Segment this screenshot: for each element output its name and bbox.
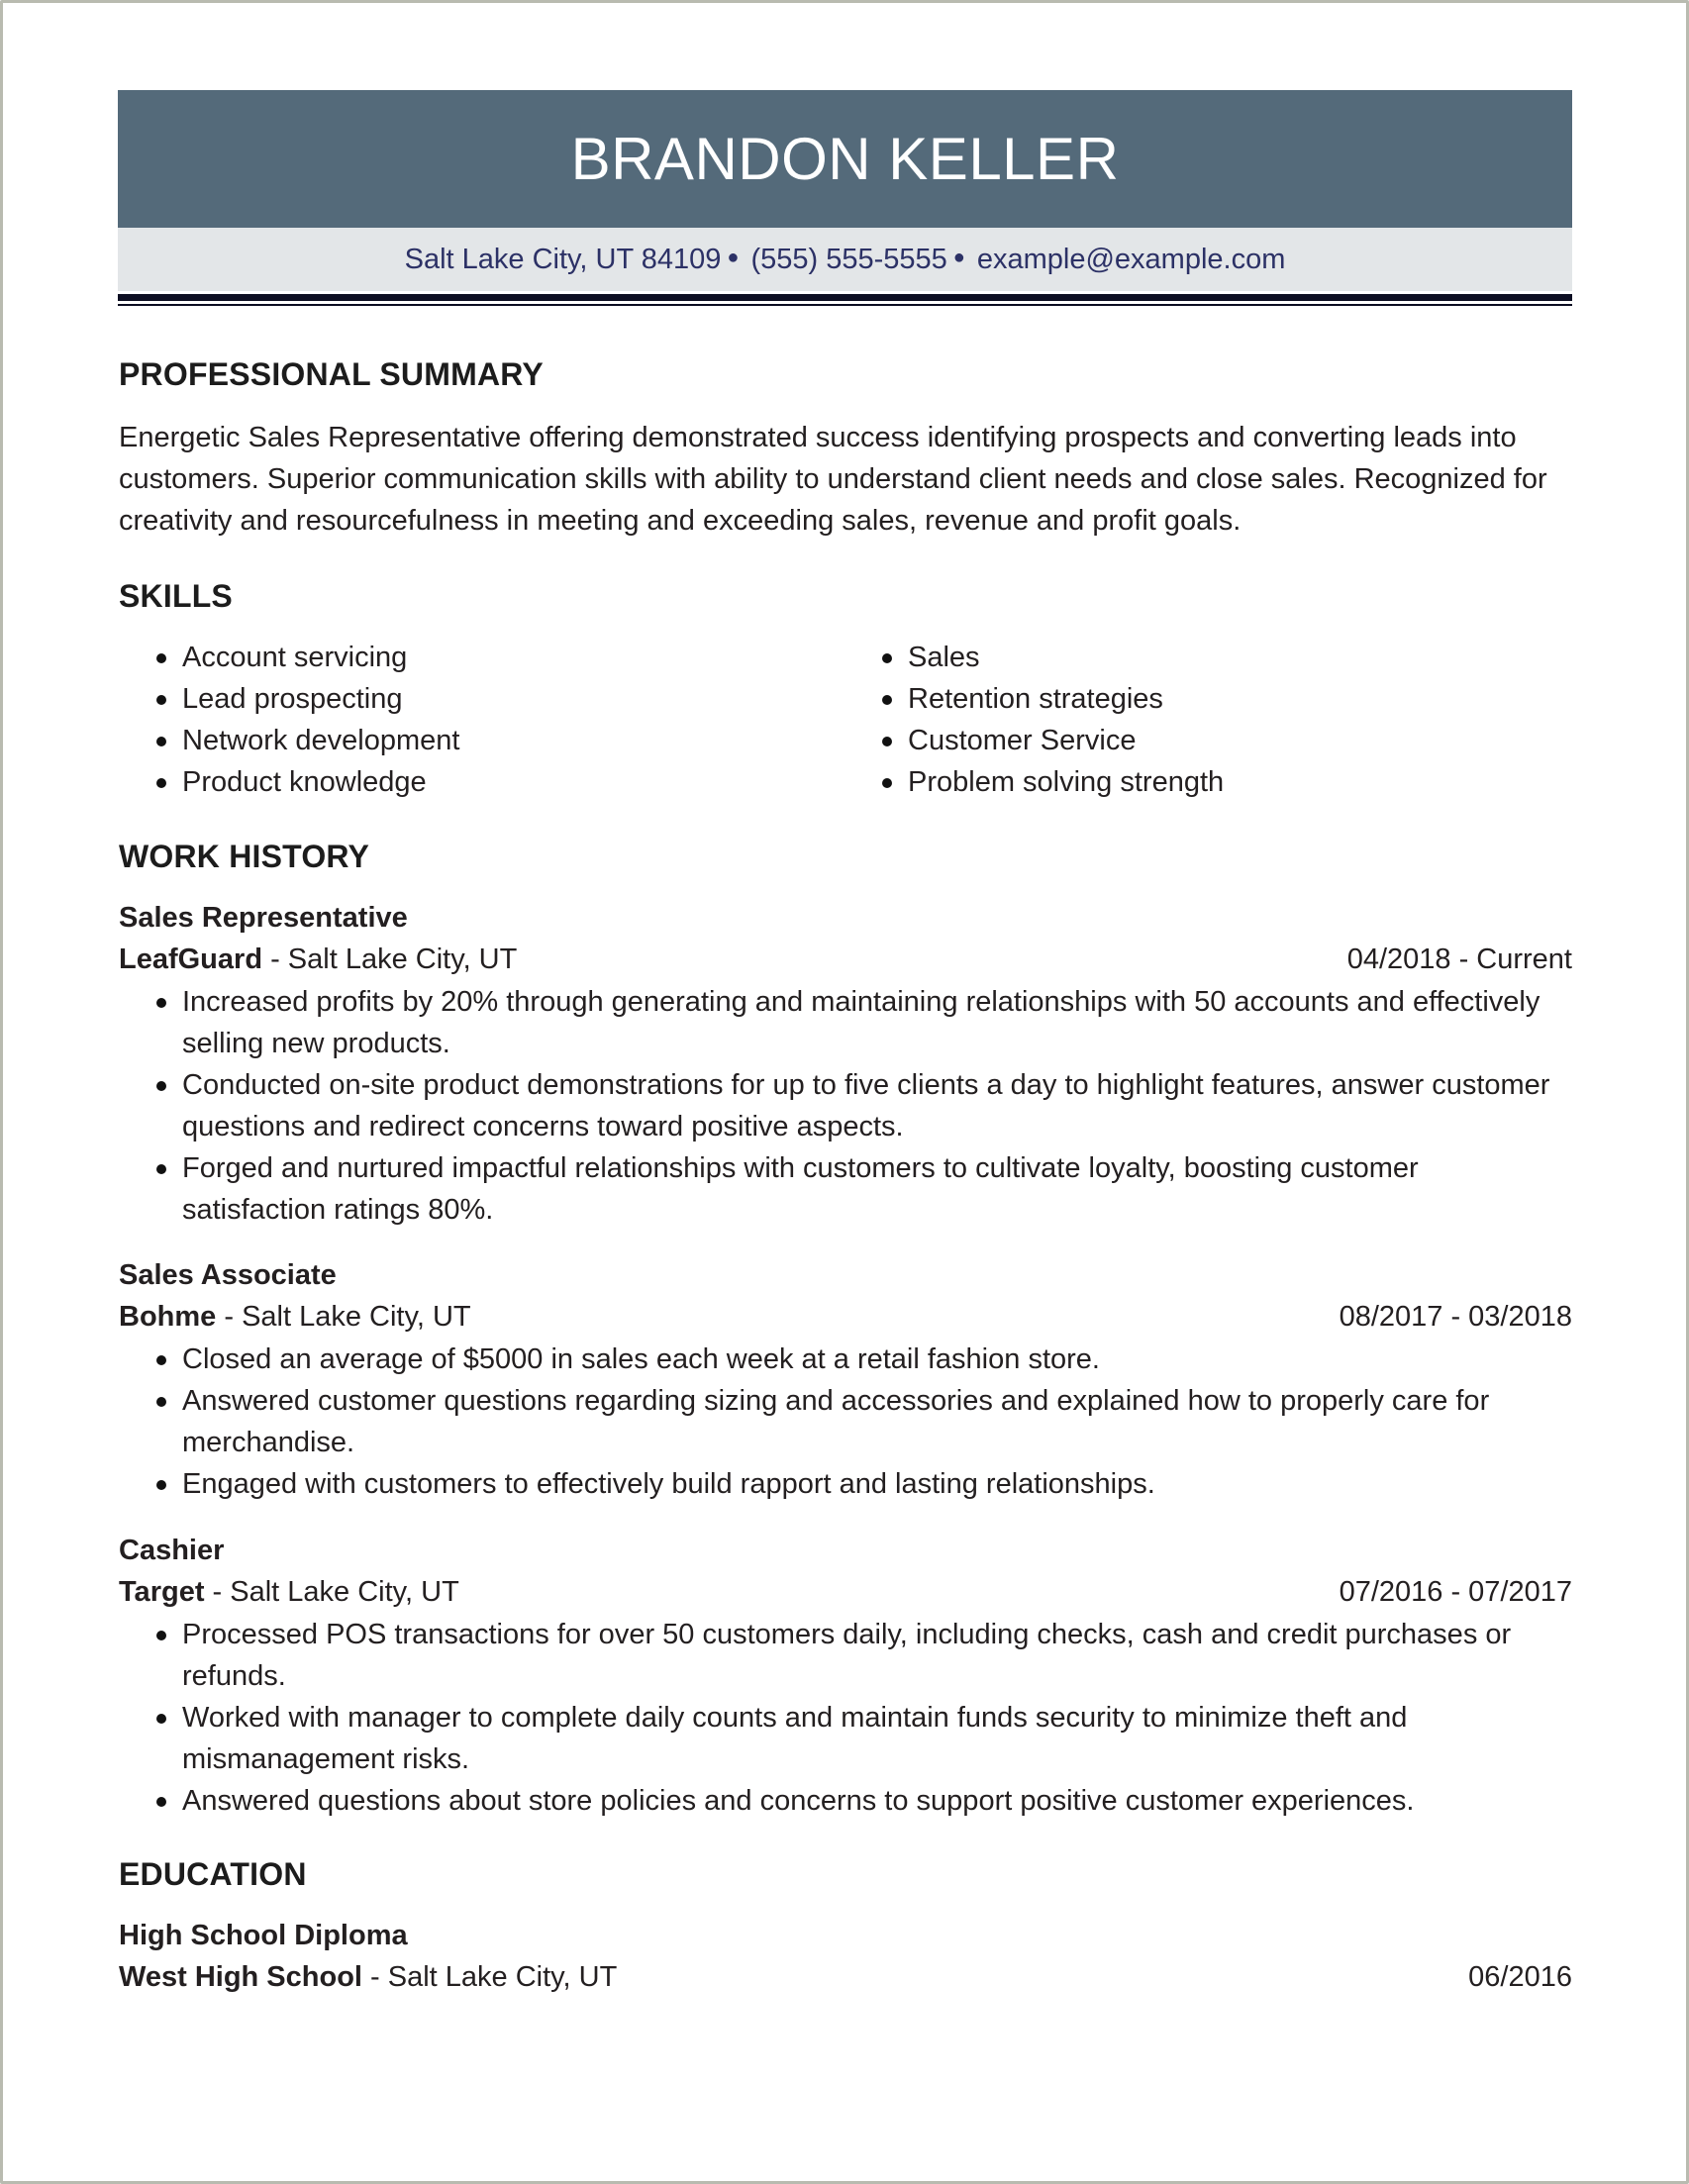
school-line (119, 1961, 1572, 1994)
school-info (119, 1961, 617, 1994)
job-employer-line (119, 1301, 1572, 1334)
company-name: Target (119, 1576, 205, 1608)
company-location: - Salt Lake City, UT (262, 943, 518, 975)
job-dates: 08/2017 - 03/2018 (1339, 1301, 1572, 1333)
job-bullets (119, 981, 1572, 1231)
job-bullet: Processed POS transactions for over 50 customers daily, including checks, cash and credit purchases or refunds. (119, 1614, 1572, 1697)
contact-address: Salt Lake City, UT 84109 (404, 243, 722, 275)
skills-list-right (844, 637, 1538, 803)
skills-list-left (119, 637, 812, 803)
header-divider-thin (118, 304, 1572, 306)
job-bullet: Engaged with customers to effectively build rapport and lasting relationships. (119, 1463, 1572, 1505)
header-banner (118, 90, 1572, 228)
graduation-date: 06/2016 (1468, 1961, 1572, 1993)
header-divider-thick (118, 294, 1572, 301)
job-bullet: Answered customer questions regarding sizing and accessories and explained how to properly care for merchandise. (119, 1380, 1572, 1463)
company-name: LeafGuard (119, 943, 263, 975)
job-title: Sales Associate (119, 1259, 337, 1291)
company-name: Bohme (119, 1301, 217, 1333)
job-bullets (119, 1339, 1572, 1505)
skill-item: Account servicing (119, 637, 812, 678)
skill-item: Problem solving strength (844, 761, 1538, 803)
job-bullet: Answered questions about store policies and concerns to support positive customer experiences. (119, 1780, 1572, 1822)
separator-dot-icon: ● (952, 246, 965, 268)
skills-heading: SKILLS (119, 578, 233, 614)
skill-item: Customer Service (844, 720, 1538, 761)
work-history-heading: WORK HISTORY (119, 839, 370, 874)
job-bullets (119, 1614, 1572, 1822)
job-dates: 07/2016 - 07/2017 (1339, 1576, 1572, 1608)
job-dates: 04/2018 - Current (1346, 943, 1572, 975)
job-bullet: Closed an average of $5000 in sales each week at a retail fashion store. (119, 1339, 1572, 1380)
school-location: - Salt Lake City, UT (361, 1961, 618, 1993)
job-employer (119, 943, 517, 976)
skill-item: Retention strategies (844, 678, 1538, 720)
job-employer (119, 1576, 459, 1609)
job-bullet: Forged and nurtured impactful relationships with customers to cultivate loyalty, boosting customer satisfaction ratings 80%. (119, 1147, 1572, 1231)
contact-bar (118, 228, 1572, 291)
skill-item: Network development (119, 720, 812, 761)
job-employer-line (119, 1576, 1572, 1609)
job-bullet: Conducted on-site product demonstrations for up to five clients a day to highlight features, answer customer questions and redirect concerns toward positive aspects. (119, 1064, 1572, 1147)
degree-title: High School Diploma (119, 1920, 408, 1951)
job-bullet: Increased profits by 20% through generating and maintaining relationships with 50 accounts and effectively selling new products. (119, 981, 1572, 1064)
skill-item: Sales (844, 637, 1538, 678)
summary-text: Energetic Sales Representative offering demonstrated success identifying prospects and converting leads into customers. Superior communication skills with ability to understand client needs and close sales. Recognized for creativity and resourcefulness in meeting and exceeding sales, revenue and profit goals. (119, 422, 1547, 537)
candidate-name: BRANDON KELLER (570, 126, 1120, 192)
school-name: West High School (119, 1961, 362, 1993)
job-bullet: Worked with manager to complete daily counts and maintain funds security to minimize theft and mismanagement risks. (119, 1697, 1572, 1780)
job-employer (119, 1301, 471, 1334)
job-title: Cashier (119, 1535, 225, 1566)
separator-dot-icon: ● (727, 246, 740, 268)
company-location: - Salt Lake City, UT (204, 1576, 459, 1608)
job-employer-line (119, 943, 1572, 976)
contact-email: example@example.com (976, 243, 1286, 275)
contact-phone: (555) 555-5555 (750, 243, 947, 275)
summary-heading: PROFESSIONAL SUMMARY (119, 356, 544, 392)
company-location: - Salt Lake City, UT (216, 1301, 471, 1333)
skill-item: Lead prospecting (119, 678, 812, 720)
job-title: Sales Representative (119, 902, 408, 934)
education-heading: EDUCATION (119, 1856, 307, 1892)
skill-item: Product knowledge (119, 761, 812, 803)
